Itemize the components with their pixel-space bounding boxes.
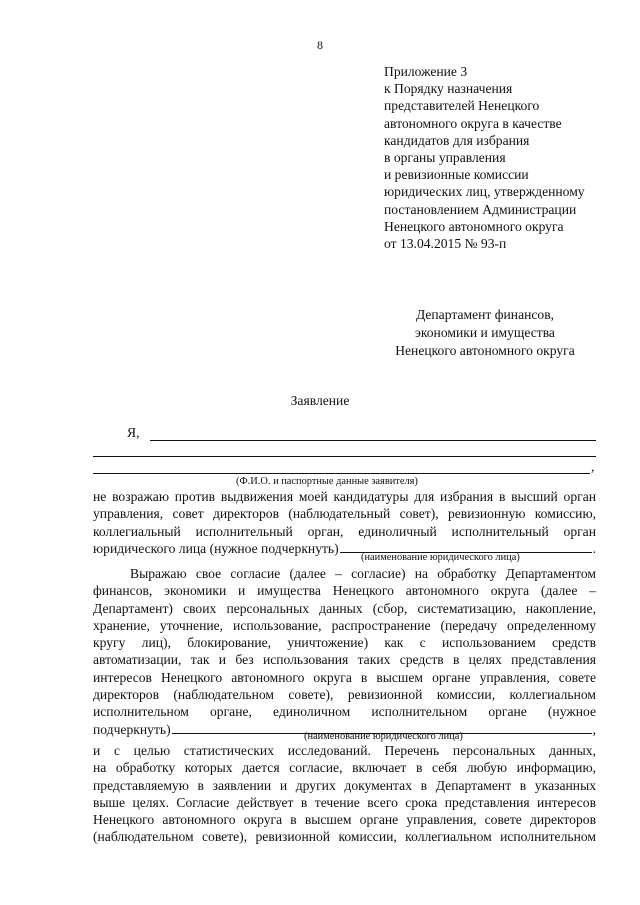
appendix-line: кандидатов для избрания — [384, 132, 530, 148]
text-line: на обработку которых дается согласие, включает в себя любую информацию, — [93, 760, 596, 776]
text-line: не возражаю против выдвижения моей кандидатуры для избрания в высший орган — [93, 489, 596, 504]
appendix-line: Приложение 3 — [384, 64, 468, 79]
fio-caption: (Ф.И.О. и паспортные данные заявителя) — [236, 476, 418, 487]
paragraph-3 — [93, 742, 596, 846]
recipient-block — [360, 306, 610, 359]
text-fragment: подчеркнуть) — [93, 721, 171, 737]
org-caption-2: (наименование юридического лица) — [304, 731, 463, 742]
text-fragment: юридического лица (нужное подчеркнуть) — [93, 540, 339, 556]
recipient-line: Ненецкого автономного округа — [395, 342, 575, 358]
text-line: (наблюдательном совете), ревизионной комиссии, коллегиальном исполнительном — [93, 829, 596, 845]
appendix-line: и ревизионные комиссии — [384, 167, 529, 183]
text-line: Ненецкого автономного округа в высшем органе управления, совете директоров — [93, 812, 596, 828]
appendix-line: к Порядку назначения — [384, 81, 513, 97]
comma: , — [592, 721, 596, 737]
text-line: автоматизации, так и без использования таких средств в целях представления — [93, 652, 596, 668]
text-line: исполнительном органе, единоличном исполнительном органе (нужное — [93, 704, 596, 720]
text-line: директоров (наблюдательном совете), ревизионной комиссии, коллегиальном — [93, 687, 596, 703]
recipient-line: экономики и имущества — [415, 324, 555, 340]
page-number: 8 — [317, 38, 323, 52]
text-line: кругу лиц), блокирование, уничтожение) как с использованием средств — [93, 635, 596, 651]
appendix-line: представителей Ненецкого — [384, 98, 540, 114]
text-line: управления, совет директоров (наблюдательный совет), ревизионную комиссию, — [93, 506, 596, 522]
paragraph-2 — [93, 565, 596, 738]
appendix-line: от 13.04.2015 № 93-п — [384, 236, 507, 252]
text-line: Департамент) своих персональных данных (сбор, систематизацию, накопление, — [93, 600, 596, 616]
text-line — [93, 540, 596, 557]
text-line: представляемую в заявлении и других документах в Департамент в указанных — [93, 777, 596, 793]
fio-field-line-2[interactable] — [93, 456, 596, 457]
text-line: выше целях. Согласие действует в течение всего срока представления интересов — [93, 794, 596, 810]
paragraph-1 — [93, 488, 596, 557]
appendix-line: автономного округа в качестве — [384, 115, 562, 131]
period: . — [592, 540, 596, 556]
fio-field-line-3[interactable] — [93, 473, 590, 474]
org-caption: (наименование юридического лица) — [361, 552, 520, 563]
fio-comma: , — [591, 459, 595, 474]
text-line: и с целью статистических исследований. Перечень персональных данных, — [93, 743, 596, 758]
org-name-field[interactable] — [340, 540, 592, 553]
appendix-header — [384, 63, 624, 252]
appendix-line: постановлением Администрации — [384, 201, 577, 217]
text-line: хранение, уточнение, использование, распространение (передачу определенному — [93, 617, 596, 633]
appendix-line: Ненецкого автономного округа — [384, 218, 564, 234]
text-line: финансов, экономики и имущества Ненецкого автономного округа (далее – — [93, 583, 596, 599]
appendix-line: юридических лиц, утвержденному — [384, 184, 585, 200]
text-line: Выражаю свое согласие (далее – согласие) на обработку Департаментом — [130, 566, 596, 581]
fio-field-line-1[interactable] — [150, 440, 596, 441]
text-line: коллегиальный исполнительный орган, единоличный исполнительный орган — [93, 523, 596, 539]
ya-label: Я, — [127, 425, 140, 440]
document-title: Заявление — [290, 393, 350, 408]
text-line: интересов Ненецкого автономного округа в высшем органе управления, совете — [93, 669, 596, 685]
recipient-line: Департамент финансов, — [415, 307, 555, 322]
appendix-line: в органы управления — [384, 150, 506, 166]
